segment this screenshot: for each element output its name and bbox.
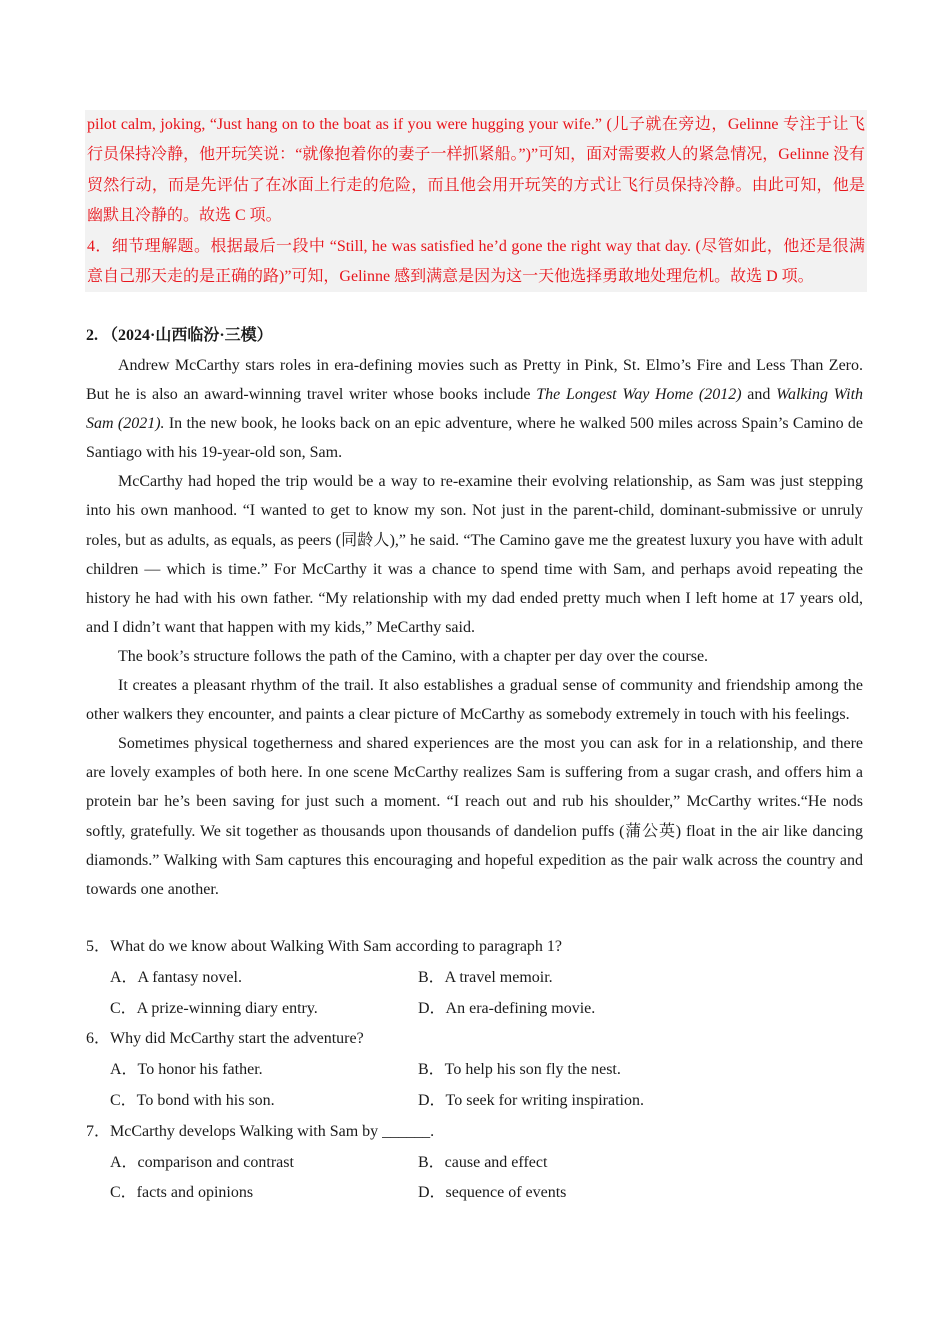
- section-heading: 2. （2024·山西临汾·三模）: [86, 327, 273, 344]
- book-title-longest-way-home: The Longest Way Home (2012): [536, 386, 742, 404]
- passage-paragraph-1: [86, 351, 863, 467]
- p1-text-c: and: [741, 386, 777, 404]
- passage-paragraph-4: It creates a pleasant rhythm of the trail. It also establishes a gradual sense of community and friendship among the other walkers they encounter, and paints a clear picture of McCarthy as somebody extremely in touch with his feelings.: [86, 677, 863, 724]
- question-6: [86, 1024, 863, 1116]
- passage-paragraph-2: McCarthy had hoped the trip would be a way to re-examine their evolving relationship, as Sam was just stepping into his own manhood. “I wanted to get to know my son. Not just in the parent-child, dominant-submissive or unruly roles, but as adults, as equals, as peers (同龄人),” he said. “The Camino gave me the greatest luxury you have with adult children — which is time.” For McCarthy it was a chance to spend time with Sam, and perhaps avoid repeating the history he had with his own father. “My relationship with my dad ended pretty much when I left home at 17 years old, and I didn’t want that happen with my kids,” MeCarthy said.: [86, 473, 863, 636]
- answer-explanation-box: [85, 110, 867, 292]
- option-a: A．To honor his father.: [110, 1061, 263, 1079]
- option-a: A．A fantasy novel.: [110, 968, 242, 986]
- question-5: [86, 932, 863, 1024]
- option-grid: [86, 1055, 863, 1117]
- question-stem: 7．McCarthy develops Walking with Sam by ______.: [86, 1122, 435, 1140]
- option-d: D．To seek for writing inspiration.: [418, 1091, 644, 1109]
- option-d: D．An era-defining movie.: [418, 999, 596, 1017]
- question-stem: 5．What do we know about Walking With Sam according to paragraph 1?: [86, 938, 563, 955]
- option-b: B．cause and effect: [418, 1153, 548, 1171]
- explanation-paragraph-3: pilot calm, joking, “Just hang on to the boat as if you were hugging your wife.” (儿子就在旁边，Gelinne 专注于让飞行员保持冷静，他开玩笑说：“就像抱着你的妻子一样抓紧船。”)”可知，面对需要救人的紧急情况，Gelinne 没有贸然行动，而是先评估了在冰面上行走的危险，而且他会用开玩笑的方式让飞行员保持冷静。由此可知，他是幽默且冷静的。故选 C 项。: [87, 116, 865, 225]
- explanation-paragraph-4: 4．细节理解题。根据最后一段中 “Still, he was satisfied he’d gone the right way that day. (尽管如此，他还是很满意自己那天走的是正确的路)”可知，Gelinne 感到满意是因为这一天他选择勇敢地处理危机。故选 D 项。: [87, 237, 865, 286]
- option-grid: [86, 963, 863, 1025]
- passage-paragraph-3: The book’s structure follows the path of the Camino, with a chapter per day over the course.: [118, 647, 709, 665]
- option-c: C．To bond with his son.: [110, 1091, 275, 1109]
- question-7: [86, 1117, 863, 1209]
- option-a: A．comparison and contrast: [110, 1153, 294, 1171]
- p1-text-e: In the new book, he looks back on an epic adventure, where he walked 500 miles across Spain’s Camino de Santiago with his 19-year-old son, Sam.: [86, 415, 863, 462]
- question-list: [86, 932, 863, 1209]
- question-stem: 6．Why did McCarthy start the adventure?: [86, 1030, 364, 1048]
- option-b: B．A travel memoir.: [418, 968, 553, 986]
- passage-paragraph-5: Sometimes physical togetherness and shared experiences are the most you can ask for in a relationship, and there are lovely examples of both here. In one scene McCarthy realizes Sam is suffering from a sugar crash, and offers him a protein bar he’s been saving for just such a moment. “I reach out and rub his shoulder,” McCarthy writes.“He nods softly, gratefully. We sit together as thousands upon thousands of dandelion puffs (蒲公英) float in the air like dancing diamonds.” Walking with Sam captures this encouraging and hopeful expedition as the pair walk across the country and towards one another.: [86, 735, 863, 898]
- option-grid: [86, 1148, 863, 1210]
- option-c: C．facts and opinions: [110, 1184, 254, 1202]
- reading-passage: [86, 351, 863, 904]
- option-c: C．A prize-winning diary entry.: [110, 999, 318, 1017]
- option-d: D．sequence of events: [418, 1184, 567, 1202]
- p1-text-a: Andrew McCarthy stars roles in era-defining movies such as Pretty in Pink, St. Elmo’s Fire and Less Than Zero. But he is also an award-winning travel writer whose books include: [86, 357, 863, 404]
- option-b: B．To help his son fly the nest.: [418, 1061, 621, 1079]
- book-title-walking-with-sam: Walking With Sam (2021).: [86, 386, 864, 433]
